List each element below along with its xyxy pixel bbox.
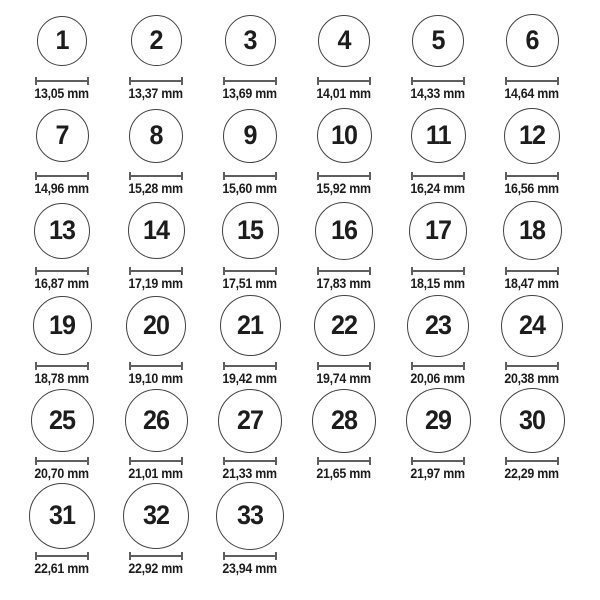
dimension-tick-right <box>275 457 277 465</box>
diameter-dimension-line <box>35 552 89 560</box>
dimension-bar <box>35 460 89 462</box>
dimension-tick-right <box>369 267 371 275</box>
dimension-bar <box>129 555 183 557</box>
dimension-tick-right <box>87 172 89 180</box>
ring-size-number: 4 <box>337 25 351 56</box>
ring-circle-area <box>203 481 297 550</box>
dimension-bar <box>505 175 559 177</box>
ring-size-number: 21 <box>236 310 264 341</box>
dimension-bar <box>223 365 277 367</box>
diameter-label: 15,60 mm <box>222 181 278 196</box>
diameter-label: 18,78 mm <box>34 371 90 386</box>
dimension-tick-right <box>275 552 277 560</box>
dimension-tick-right <box>463 77 465 85</box>
ring-circle <box>409 202 467 260</box>
ring-size-number: 11 <box>425 120 451 151</box>
ring-circle-area <box>203 386 297 455</box>
ring-circle <box>220 295 281 356</box>
diameter-dimension-line <box>411 457 465 465</box>
ring-size-number: 8 <box>149 120 163 151</box>
ring-size-item <box>391 196 485 291</box>
ring-circle-area <box>15 291 109 360</box>
diameter-label: 15,92 mm <box>316 181 372 196</box>
ring-size-number: 19 <box>48 310 76 341</box>
ring-circle-area <box>297 6 391 75</box>
dimension-bar <box>35 80 89 82</box>
ring-circle <box>36 109 89 162</box>
dimension-bar <box>129 365 183 367</box>
ring-circle-area <box>109 386 203 455</box>
dimension-bar <box>505 460 559 462</box>
ring-size-item <box>203 196 297 291</box>
dimension-tick-right <box>181 552 183 560</box>
dimension-bar <box>317 80 371 82</box>
dimension-bar <box>411 80 465 82</box>
ring-circle-area <box>203 6 297 75</box>
dimension-bar <box>317 175 371 177</box>
diameter-dimension-line <box>223 267 277 275</box>
ring-size-item <box>15 6 109 101</box>
ring-size-number: 24 <box>518 310 546 341</box>
ring-circle-area <box>203 101 297 170</box>
ring-size-item <box>109 291 203 386</box>
ring-size-item <box>485 386 579 481</box>
diameter-label: 16,56 mm <box>504 181 560 196</box>
diameter-label: 16,87 mm <box>34 276 90 291</box>
dimension-bar <box>223 555 277 557</box>
ring-circle-area <box>109 481 203 550</box>
dimension-tick-right <box>87 267 89 275</box>
diameter-dimension-line <box>223 552 277 560</box>
ring-size-number: 13 <box>48 215 76 246</box>
dimension-bar <box>505 365 559 367</box>
diameter-label: 18,47 mm <box>504 276 560 291</box>
diameter-dimension-line <box>129 457 183 465</box>
diameter-label: 22,92 mm <box>128 561 184 576</box>
ring-circle <box>128 202 185 259</box>
ring-size-item <box>297 196 391 291</box>
diameter-dimension-line <box>317 362 371 370</box>
ring-size-number: 17 <box>424 215 452 246</box>
ring-circle-area <box>203 291 297 360</box>
dimension-tick-right <box>463 267 465 275</box>
diameter-label: 16,24 mm <box>410 181 466 196</box>
ring-size-number: 7 <box>55 120 69 151</box>
ring-circle-area <box>485 386 579 455</box>
dimension-tick-right <box>369 77 371 85</box>
diameter-label: 22,29 mm <box>504 466 560 481</box>
dimension-tick-right <box>181 172 183 180</box>
diameter-dimension-line <box>223 172 277 180</box>
ring-size-number: 26 <box>142 405 170 436</box>
ring-size-number: 23 <box>424 310 452 341</box>
dimension-bar <box>129 270 183 272</box>
dimension-tick-right <box>557 267 559 275</box>
dimension-bar <box>129 460 183 462</box>
ring-circle-area <box>485 196 579 265</box>
ring-size-item <box>203 291 297 386</box>
ring-size-item <box>109 481 203 576</box>
ring-circle-area <box>109 291 203 360</box>
dimension-bar <box>35 175 89 177</box>
dimension-bar <box>223 270 277 272</box>
ring-circle <box>125 389 188 452</box>
dimension-tick-right <box>463 362 465 370</box>
dimension-tick-right <box>369 172 371 180</box>
diameter-label: 21,65 mm <box>316 466 372 481</box>
ring-size-item <box>203 386 297 481</box>
dimension-tick-right <box>275 172 277 180</box>
dimension-bar <box>317 460 371 462</box>
dimension-tick-right <box>369 457 371 465</box>
ring-size-number: 25 <box>48 405 76 436</box>
ring-circle <box>500 388 565 453</box>
ring-size-item <box>391 101 485 196</box>
diameter-label: 15,28 mm <box>128 181 184 196</box>
diameter-label: 20,70 mm <box>34 466 90 481</box>
ring-circle <box>314 295 375 356</box>
dimension-bar <box>411 175 465 177</box>
diameter-dimension-line <box>35 77 89 85</box>
diameter-label: 13,37 mm <box>128 86 184 101</box>
ring-circle <box>218 389 282 453</box>
ring-circle <box>504 108 560 164</box>
diameter-dimension-line <box>35 267 89 275</box>
diameter-label: 13,69 mm <box>222 86 278 101</box>
diameter-dimension-line <box>223 457 277 465</box>
ring-size-item <box>15 481 109 576</box>
dimension-tick-right <box>275 267 277 275</box>
diameter-label: 19,74 mm <box>316 371 372 386</box>
ring-circle <box>407 295 469 357</box>
diameter-dimension-line <box>317 172 371 180</box>
diameter-label: 19,10 mm <box>128 371 184 386</box>
ring-size-item <box>297 6 391 101</box>
ring-size-number: 31 <box>48 500 76 531</box>
ring-circle-area <box>109 196 203 265</box>
ring-size-item <box>109 101 203 196</box>
ring-circle <box>501 295 563 357</box>
dimension-bar <box>411 365 465 367</box>
diameter-label: 20,38 mm <box>504 371 560 386</box>
ring-size-item <box>485 101 579 196</box>
dimension-bar <box>223 175 277 177</box>
diameter-label: 14,33 mm <box>410 86 466 101</box>
dimension-tick-right <box>181 267 183 275</box>
dimension-tick-right <box>181 457 183 465</box>
diameter-label: 14,64 mm <box>504 86 560 101</box>
ring-circle <box>412 15 464 67</box>
ring-circle <box>406 388 471 453</box>
diameter-dimension-line <box>129 77 183 85</box>
ring-size-item <box>109 386 203 481</box>
ring-circle-area <box>297 101 391 170</box>
ring-circle-area <box>391 6 485 75</box>
ring-size-item <box>391 291 485 386</box>
ring-size-number: 14 <box>142 215 170 246</box>
ring-circle <box>411 108 466 163</box>
diameter-label: 21,33 mm <box>222 466 278 481</box>
ring-circle <box>318 15 370 67</box>
ring-size-number: 2 <box>149 25 163 56</box>
ring-circle <box>34 203 90 259</box>
ring-circle-area <box>109 6 203 75</box>
ring-circle <box>37 16 87 66</box>
diameter-dimension-line <box>129 552 183 560</box>
ring-size-number: 20 <box>142 310 170 341</box>
dimension-tick-right <box>181 362 183 370</box>
dimension-bar <box>223 460 277 462</box>
dimension-tick-right <box>87 552 89 560</box>
dimension-tick-right <box>463 172 465 180</box>
ring-size-item <box>15 386 109 481</box>
ring-size-number: 16 <box>330 215 358 246</box>
ring-circle <box>131 15 182 66</box>
ring-circle <box>33 296 92 355</box>
dimension-tick-right <box>87 457 89 465</box>
diameter-label: 17,83 mm <box>316 276 372 291</box>
diameter-label: 18,15 mm <box>410 276 466 291</box>
ring-size-number: 12 <box>518 120 546 151</box>
ring-size-number: 5 <box>431 25 445 56</box>
dimension-tick-right <box>463 457 465 465</box>
ring-size-number: 32 <box>142 500 170 531</box>
diameter-label: 23,94 mm <box>222 561 278 576</box>
dimension-tick-right <box>557 172 559 180</box>
diameter-dimension-line <box>411 267 465 275</box>
dimension-tick-right <box>275 77 277 85</box>
diameter-label: 14,96 mm <box>34 181 90 196</box>
diameter-dimension-line <box>505 172 559 180</box>
diameter-dimension-line <box>129 267 183 275</box>
dimension-bar <box>35 365 89 367</box>
ring-size-number: 9 <box>243 120 257 151</box>
ring-circle-area <box>109 101 203 170</box>
ring-size-item <box>15 101 109 196</box>
ring-circle-area <box>485 101 579 170</box>
ring-circle <box>312 389 376 453</box>
diameter-dimension-line <box>317 267 371 275</box>
ring-size-item <box>391 386 485 481</box>
ring-circle <box>223 109 277 163</box>
dimension-bar <box>223 80 277 82</box>
ring-size-item <box>297 101 391 196</box>
dimension-tick-right <box>557 457 559 465</box>
dimension-tick-right <box>557 362 559 370</box>
ring-size-number: 1 <box>55 25 69 56</box>
dimension-bar <box>411 460 465 462</box>
ring-circle-area <box>391 386 485 455</box>
ring-circle-area <box>391 101 485 170</box>
diameter-dimension-line <box>35 457 89 465</box>
diameter-dimension-line <box>505 77 559 85</box>
dimension-bar <box>411 270 465 272</box>
diameter-dimension-line <box>223 362 277 370</box>
ring-circle-area <box>15 101 109 170</box>
ring-size-number: 30 <box>518 405 546 436</box>
ring-circle <box>225 15 276 66</box>
ring-circle-area <box>203 196 297 265</box>
diameter-dimension-line <box>129 172 183 180</box>
diameter-label: 19,42 mm <box>222 371 278 386</box>
ring-size-number: 22 <box>330 310 358 341</box>
diameter-label: 14,01 mm <box>316 86 372 101</box>
ring-circle <box>506 14 559 67</box>
diameter-dimension-line <box>411 77 465 85</box>
diameter-label: 21,97 mm <box>410 466 466 481</box>
dimension-tick-right <box>275 362 277 370</box>
diameter-dimension-line <box>505 267 559 275</box>
ring-circle <box>129 109 183 163</box>
diameter-dimension-line <box>223 77 277 85</box>
ring-circle <box>216 482 284 550</box>
ring-circle <box>503 201 562 260</box>
ring-circle-area <box>391 196 485 265</box>
diameter-label: 21,01 mm <box>128 466 184 481</box>
diameter-dimension-line <box>35 362 89 370</box>
ring-circle <box>317 108 372 163</box>
diameter-label: 22,61 mm <box>34 561 90 576</box>
ring-size-item <box>109 196 203 291</box>
dimension-tick-right <box>557 77 559 85</box>
dimension-bar <box>129 80 183 82</box>
ring-circle-area <box>391 291 485 360</box>
dimension-tick-right <box>181 77 183 85</box>
ring-size-number: 10 <box>330 120 358 151</box>
diameter-dimension-line <box>505 362 559 370</box>
ring-circle-area <box>297 196 391 265</box>
dimension-bar <box>35 555 89 557</box>
ring-circle-area <box>297 386 391 455</box>
dimension-bar <box>317 270 371 272</box>
ring-size-number: 27 <box>236 405 264 436</box>
diameter-label: 17,51 mm <box>222 276 278 291</box>
ring-size-number: 3 <box>243 25 257 56</box>
ring-circle-area <box>485 291 579 360</box>
dimension-bar <box>35 270 89 272</box>
ring-size-item <box>203 101 297 196</box>
ring-circle-area <box>15 6 109 75</box>
ring-circle <box>222 202 279 259</box>
diameter-label: 17,19 mm <box>128 276 184 291</box>
dimension-bar <box>129 175 183 177</box>
ring-circle-area <box>15 386 109 455</box>
ring-size-item <box>485 196 579 291</box>
ring-size-number: 29 <box>424 405 452 436</box>
ring-circle <box>123 483 189 549</box>
diameter-label: 20,06 mm <box>410 371 466 386</box>
ring-size-number: 15 <box>236 215 264 246</box>
dimension-bar <box>505 80 559 82</box>
ring-size-number: 33 <box>236 500 264 531</box>
diameter-label: 13,05 mm <box>34 86 90 101</box>
ring-size-number: 6 <box>525 25 539 56</box>
diameter-dimension-line <box>317 77 371 85</box>
ring-size-item <box>485 291 579 386</box>
ring-size-item <box>203 6 297 101</box>
ring-circle-area <box>15 196 109 265</box>
ring-circle-area <box>15 481 109 550</box>
dimension-bar <box>317 365 371 367</box>
ring-size-item <box>15 196 109 291</box>
ring-size-item <box>485 6 579 101</box>
ring-circle <box>31 389 94 452</box>
diameter-dimension-line <box>411 172 465 180</box>
ring-size-number: 18 <box>518 215 546 246</box>
diameter-dimension-line <box>35 172 89 180</box>
ring-size-item <box>297 291 391 386</box>
diameter-dimension-line <box>317 457 371 465</box>
dimension-tick-right <box>369 362 371 370</box>
diameter-dimension-line <box>411 362 465 370</box>
ring-circle <box>29 483 95 549</box>
dimension-tick-right <box>87 362 89 370</box>
ring-size-item <box>391 6 485 101</box>
dimension-tick-right <box>87 77 89 85</box>
ring-size-item <box>297 386 391 481</box>
ring-size-item <box>109 6 203 101</box>
ring-circle <box>126 296 186 356</box>
ring-circle-area <box>485 6 579 75</box>
dimension-bar <box>505 270 559 272</box>
ring-size-number: 28 <box>330 405 358 436</box>
ring-size-item <box>15 291 109 386</box>
diameter-dimension-line <box>129 362 183 370</box>
ring-circle-area <box>297 291 391 360</box>
ring-size-item <box>203 481 297 576</box>
ring-circle <box>315 202 373 260</box>
diameter-dimension-line <box>505 457 559 465</box>
